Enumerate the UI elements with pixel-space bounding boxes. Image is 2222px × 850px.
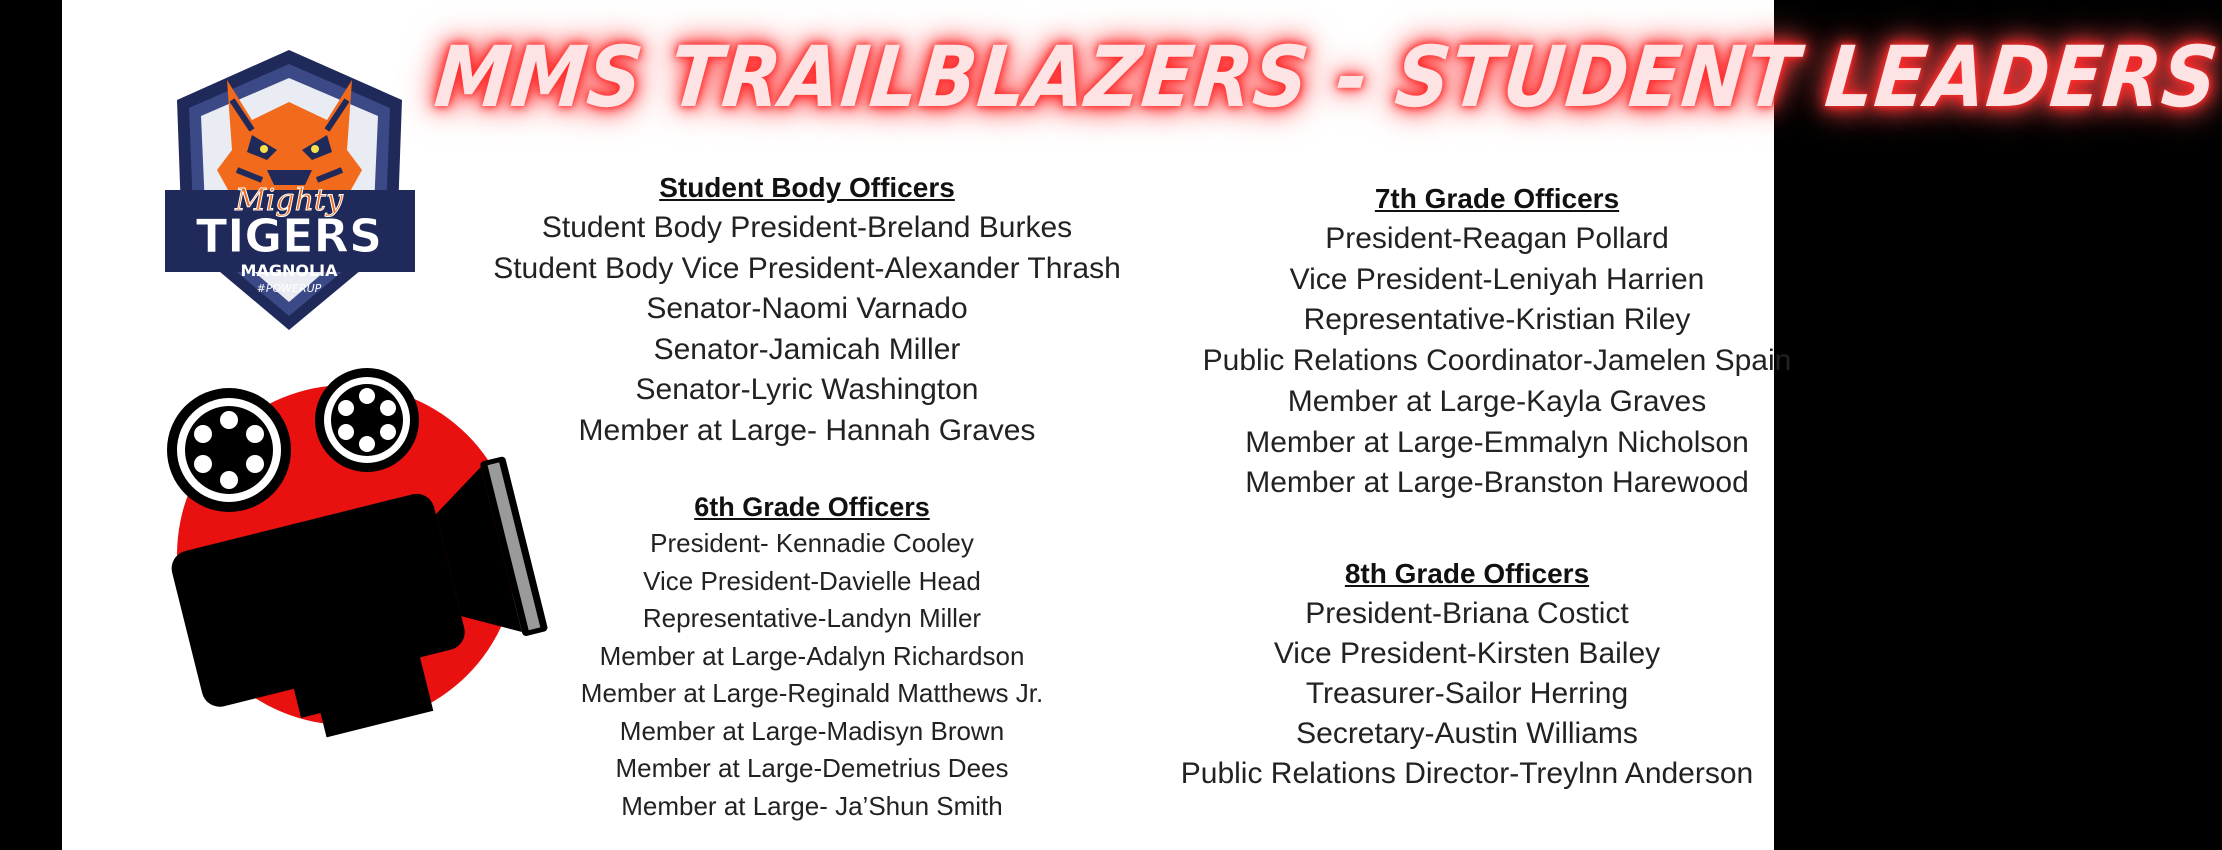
list-item: Member at Large-Adalyn Richardson [599,640,1025,671]
list-item: Member at Large-Emmalyn Nicholson [1245,425,1749,459]
flyer-title: MMS TRAILBLAZERS - STUDENT LEADERS [430,28,2222,126]
section-heading: 8th Grade Officers [1344,558,1590,589]
list-item: Student Body Vice President-Alexander Thrash [493,251,1121,285]
logo-main-text: TIGERS [195,209,383,263]
list-item: Student Body President-Breland Burkes [541,211,1073,244]
logo-hashtag-text: #POWERUP [256,282,322,295]
list-item: Senator-Naomi Varnado [646,292,968,325]
section-heading: 7th Grade Officers [1374,183,1620,214]
section-heading: 6th Grade Officers [694,492,930,522]
flyer-panel [62,0,2222,850]
section-heading: Student Body Officers [659,172,955,203]
list-item: Vice President-Leniyah Harrien [1289,262,1705,296]
list-item: Member at Large-Reginald Matthews Jr. [580,678,1044,708]
list-item: President- Kennadie Cooley [650,528,974,558]
grade6-officers-section [532,492,1092,825]
logo-script-text: Mighty [235,183,343,218]
grade7-officers-section [1172,183,1822,504]
list-item: Public Relations Coordinator-Jamelen Spain [1202,344,1792,378]
grade8-officers-section [1162,558,1772,794]
list-item: President-Briana Costict [1305,597,1629,630]
list-item: Public Relations Director-Treylnn Anderson [1180,757,1754,790]
list-item: Vice President-Davielle Head [643,565,981,596]
student-body-officers-section [462,172,1152,451]
list-item: Member at Large-Kayla Graves [1287,384,1707,418]
list-item: Member at Large- Hannah Graves [578,413,1036,447]
list-item: Member at Large-Demetrius Dees [615,753,1009,783]
list-item: Secretary-Austin Williams [1296,717,1638,750]
logo-sub-text: MAGNOLIA [240,261,338,280]
list-item: Representative-Landyn Miller [642,603,982,633]
list-item: Senator-Lyric Washington [635,373,979,406]
list-item: Member at Large-Madisyn Brown [619,715,1005,746]
list-item: Representative-Kristian Riley [1303,303,1691,337]
list-item: Vice President-Kirsten Bailey [1273,637,1661,670]
list-item: Member at Large- Ja’Shun Smith [621,790,1003,821]
list-item: President-Reagan Pollard [1325,222,1669,255]
list-item: Member at Large-Branston Harewood [1245,466,1749,500]
tiger-logo-icon [157,40,422,340]
list-item: Treasurer-Sailor Herring [1305,677,1629,710]
list-item: Senator-Jamicah Miller [653,332,961,366]
